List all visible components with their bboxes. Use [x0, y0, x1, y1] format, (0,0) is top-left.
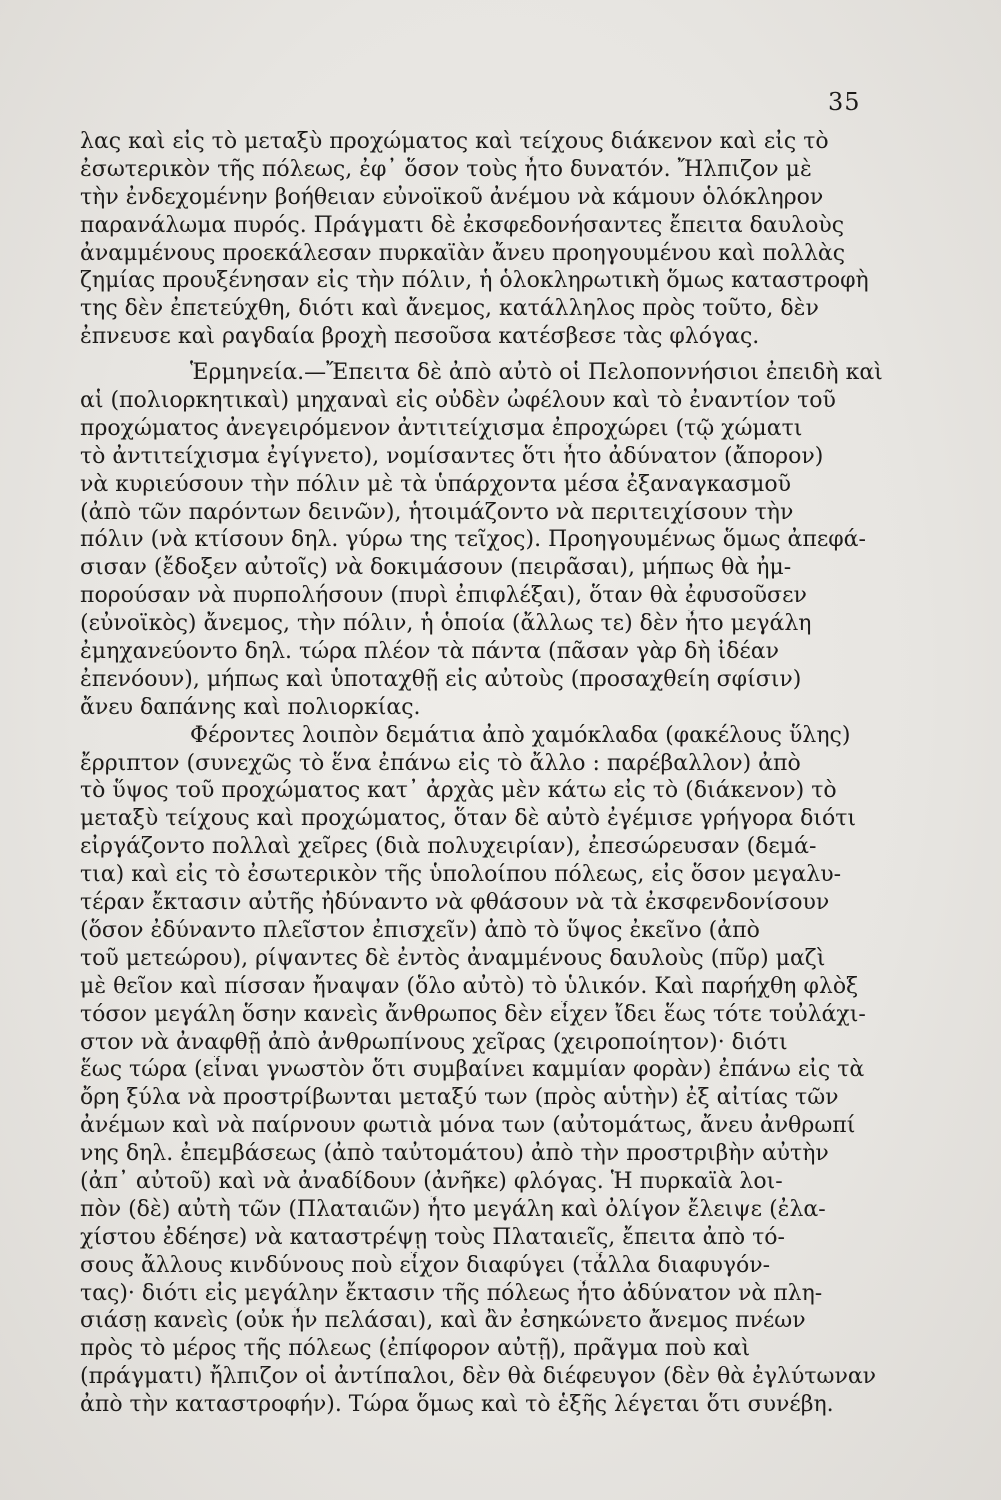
text-line: (ὅσον ἐδύναντο πλεῖστον ἐπισχεῖν) ἀπὸ τὸ ὕψος ἐκεῖνο (ἀπὸ: [80, 917, 760, 943]
text-line: (πράγματι) ἤλπιζον οἱ ἀντίπαλοι, δὲν θὰ διέφευγον (δὲν θὰ ἐγλύτωναν: [80, 1364, 877, 1390]
text-line: τὸ ὕψος τοῦ προχώματος κατ᾽ ἀρχὰς μὲν κάτω εἰς τὸ (διάκενον) τὸ: [80, 778, 837, 804]
text-line: ἐπενόουν), μήπως καὶ ὑποταχθῇ εἰς αὐτοὺς (προσαχθείη σφίσιν): [80, 666, 802, 692]
text-line: προχώματος ἀνεγειρόμενον ἀντιτείχισμα ἐπροχώρει (τῷ χώματι: [80, 415, 803, 441]
text-line: νης δηλ. ἐπεμβάσεως (ἀπὸ ταὐτομάτου) ἀπὸ τὴν προστριβὴν αὐτὴν: [80, 1141, 829, 1167]
text-line: τια) καὶ εἰς τὸ ἐσωτερικὸν τῆς ὑπολοίπου πόλεως, εἰς ὅσον μεγαλυ-: [80, 862, 842, 888]
text-line: της δὲν ἐπετεύχθη, διότι καὶ ἄνεμος, κατάλληλος πρὸς τοῦτο, δὲν: [80, 296, 819, 322]
page-number: 35: [828, 88, 861, 116]
text-line: εἰργάζοντο πολλαὶ χεῖρες (διὰ πολυχειρίαν), ἐπεσώρευσαν (δεμά-: [80, 834, 817, 860]
text-line: ἀναμμένους προεκάλεσαν πυρκαϊὰν ἄνευ προηγουμένου καὶ πολλὰς: [80, 240, 846, 266]
text-line: πορούσαν νὰ πυρπολήσουν (πυρὶ ἐπιφλέξαι), ὅταν θὰ ἐφυσοῦσεν: [80, 583, 807, 609]
text-line: τας)· διότι εἰς μεγάλην ἔκτασιν τῆς πόλεως ἦτο ἀδύνατον νὰ πλη-: [80, 1280, 823, 1306]
text-line: σους ἄλλους κινδύνους ποὺ εἶχον διαφύγει (τἆλλα διαφυγόν-: [80, 1252, 771, 1278]
text-line: ἐμηχανεύοντο δηλ. τώρα πλέον τὰ πάντα (πᾶσαν γὰρ δὴ ἰδέαν: [80, 639, 780, 665]
text-line: ἔρριπτον (συνεχῶς τὸ ἕνα ἐπάνω εἰς τὸ ἄλλο : παρέβαλλον) ἀπὸ: [80, 750, 801, 776]
text-line: παρανάλωμα πυρός. Πράγματι δὲ ἐκσφεδονήσαντες ἔπειτα δαυλοὺς: [80, 212, 845, 238]
text-line: τέραν ἔκτασιν αὐτῆς ἠδύναντο νὰ φθάσουν νὰ τὰ ἐκσφενδονίσουν: [80, 890, 830, 916]
text-line: μεταξὺ τείχους καὶ προχώματος, ὅταν δὲ αὐτὸ ἐγέμισε γρήγορα διότι: [80, 806, 857, 832]
text-line: ἕως τώρα (εἶναι γνωστὸν ὅτι συμβαίνει καμμίαν φορὰν) ἐπάνω εἰς τὰ: [80, 1057, 865, 1083]
text-line: αἱ (πολιορκητικαὶ) μηχαναὶ εἰς οὐδὲν ὠφέλουν καὶ τὸ ἐναντίον τοῦ: [80, 388, 836, 414]
text-line: ὄρη ξύλα νὰ προστρίβωνται μεταξύ των (πρὸς αὑτὴν) ἐξ αἰτίας τῶν: [80, 1085, 839, 1111]
text-line: χίστου ἐδέησε) νὰ καταστρέψῃ τοὺς Πλαταιεῖς, ἔπειτα ἀπὸ τό-: [80, 1224, 785, 1250]
text-line: ἐπνευσε καὶ ραγδαία βροχὴ πεσοῦσα κατέσβεσε τὰς φλόγας.: [80, 324, 760, 350]
text-line: τὴν ἐνδεχομένην βοήθειαν εὐνοϊκοῦ ἀνέμου νὰ κάμουν ὁλόκληρον: [80, 184, 824, 210]
paragraph-start-line: Φέροντες λοιπὸν δεμάτια ἀπὸ χαμόκλαδα (φακέλους ὕλης): [190, 722, 851, 748]
section-heading-line: Ἑρμηνεία.—Ἔπειτα δὲ ἀπὸ αὐτὸ οἱ Πελοποννήσιοι ἐπειδὴ καὶ: [190, 360, 883, 386]
text-line: ἄνευ δαπάνης καὶ πολιορκίας.: [80, 694, 421, 720]
text-line: ἀπὸ τὴν καταστροφήν). Τώρα ὅμως καὶ τὸ ἑξῆς λέγεται ὅτι συνέβη.: [80, 1392, 834, 1418]
text-line: τοῦ μετεώρου), ρίψαντες δὲ ἐντὸς ἀναμμένους δαυλοὺς (πῦρ) μαζὶ: [80, 945, 826, 971]
text-line: (εὐνοϊκὸς) ἄνεμος, τὴν πόλιν, ἡ ὁποία (ἄλλως τε) δὲν ἦτο μεγάλη: [80, 611, 812, 637]
text-line: (ἀπὸ τῶν παρόντων δεινῶν), ἡτοιμάζοντο νὰ περιτειχίσουν τὴν: [80, 499, 794, 525]
text-line: μὲ θεῖον καὶ πίσσαν ἤναψαν (ὅλο αὐτὸ) τὸ ὑλικόν. Καὶ παρήχθη φλὸξ: [80, 973, 859, 999]
text-line: νὰ κυριεύσουν τὴν πόλιν μὲ τὰ ὑπάρχοντα μέσα ἐξαναγκασμοῦ: [80, 471, 792, 497]
text-line: (ἀπ᾽ αὐτοῦ) καὶ νὰ ἀναδίδουν (ἀνῆκε) φλόγας. Ἡ πυρκαϊὰ λοι-: [80, 1168, 783, 1194]
text-line: πόλιν (νὰ κτίσουν δηλ. γύρω της τεῖχος). Προηγουμένως ὅμως ἀπεφά-: [80, 527, 866, 553]
text-line: τόσον μεγάλη ὅσην κανεὶς ἄνθρωπος δὲν εἶχεν ἴδει ἕως τότε τοὐλάχι-: [80, 1001, 866, 1027]
body-text: [80, 128, 910, 1419]
text-line: πὸν (δὲ) αὐτὴ τῶν (Πλαταιῶν) ἦτο μεγάλη καὶ ὀλίγον ἔλειψε (ἐλα-: [80, 1196, 826, 1222]
text-line: τὸ ἀντιτείχισμα ἐγίγνετο), νομίσαντες ὅτι ἦτο ἀδύνατον (ἄπορον): [80, 443, 824, 469]
text-line: στον νὰ ἀναφθῇ ἀπὸ ἀνθρωπίνους χεῖρας (χειροποίητον)· διότι: [80, 1029, 788, 1055]
text-line: πρὸς τὸ μέρος τῆς πόλεως (ἐπίφορον αὐτῇ), πρᾶγμα ποὺ καὶ: [80, 1336, 751, 1362]
text-line: ἐσωτερικὸν τῆς πόλεως, ἐφ᾽ ὅσον τοὺς ἦτο δυνατόν. Ἤλπιζον μὲ: [80, 156, 812, 182]
text-line: ζημίας προυξένησαν εἰς τὴν πόλιν, ἡ ὁλοκληρωτικὴ ὅμως καταστροφὴ: [80, 268, 869, 294]
text-line: σιάσῃ κανεὶς (οὐκ ἦν πελάσαι), καὶ ἂν ἐσηκώνετο ἄνεμος πνέων: [80, 1308, 806, 1334]
text-line: σισαν (ἔδοξεν αὐτοῖς) νὰ δοκιμάσουν (πειρᾶσαι), μήπως θὰ ἠμ-: [80, 555, 792, 581]
text-line: ἀνέμων καὶ νὰ παίρνουν φωτιὰ μόνα των (αὐτομάτως, ἄνευ ἀνθρωπί: [80, 1113, 856, 1139]
text-line: λας καὶ εἰς τὸ μεταξὺ προχώματος καὶ τείχους διάκενον καὶ εἰς τὸ: [80, 129, 829, 154]
